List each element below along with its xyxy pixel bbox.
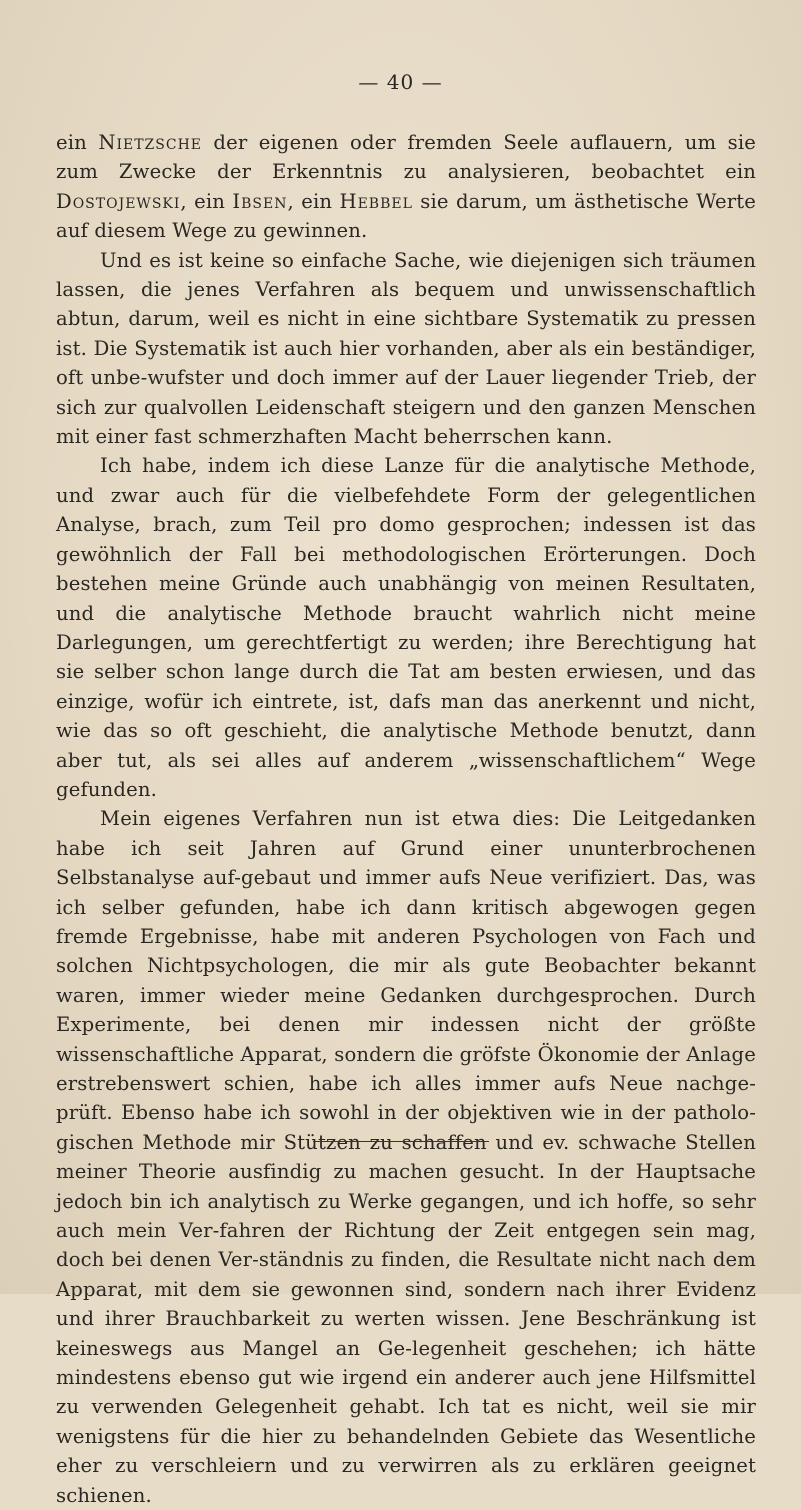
name-hebbel: Hebbel — [339, 189, 413, 213]
text-run: sie darum, um ästhetische Werte auf diesem Wege zu gewinnen. — [56, 189, 756, 243]
body-text — [56, 128, 756, 1510]
paragraph-3 — [56, 451, 756, 804]
text-run: der eigenen oder fremden Seele auflauern, um sie zum Zwecke der Erkenntnis zu analysieren, beobachtet ein — [56, 131, 757, 184]
page-number: — 40 — — [358, 70, 443, 94]
name-dostojewski: Dostojewski — [56, 189, 181, 213]
text-run: ein — [56, 131, 99, 154]
end-rule — [313, 1141, 489, 1142]
paragraph-2 — [56, 246, 756, 452]
text-run: , ein — [180, 189, 233, 213]
text-run: Mein eigenes Verfahren nun ist etwa dies: Die Leitgedanken habe ich seit Jahren auf Grund einer ununterbrochenen Selbstanalyse auf-gebaut und immer aufs Neue verifiziert. Das, was ich selber gefunden, habe ich dann kritisch abgewogen gegen fremde Ergebnisse, habe mit anderen Psychologen von Fach und solchen Nichtpsychologen, die mir als gute Beobachter bekannt waren, immer wieder meine Gedanken durchgesprochen. Durch Experimente, bei denen mir indessen nicht der größte wissenschaftliche Apparat, sondern die gröfste Ökonomie der Anlage erstrebenswert schien, habe ich alles immer aufs Neue nachge-prüft. Ebenso habe ich sowohl in der objektiven wie in der patholo-gischen Methode mir Stützen zu schaffen und ev. schwache Stellen meiner Theorie ausfindig zu machen gesucht. In der Hauptsache jedoch bin ich analytisch zu Werke gegangen, und ich hoffe, so sehr auch mein Ver-fahren der Richtung der Zeit entgegen sein mag, doch bei denen Ver-ständnis zu finden, die Resultate nicht nach dem Apparat, mit dem sie gewonnen sind, sondern nach ihrer Evidenz und ihrer Brauchbarkeit zu werten wissen. Jene Beschränkung ist keineswegs aus Mangel an Ge-legenheit geschehen; ich hätte mindestens ebenso gut wie irgend ein anderer auch jene Hilfsmittel zu verwenden Gelegenheit gehabt. Ich tat es nicht, weil sie mir wenigstens für die hier zu behandelnden Gebiete das Wesentliche eher zu verschleiern und zu verwirren als zu erklären geeignet schienen. — [56, 807, 756, 1507]
text-run: Ich habe, indem ich diese Lanze für die analytische Methode, und zwar auch für die vielbefehdete Form der gelegentlichen Analyse, brach, zum Teil pro domo gesprochen; indessen ist das gewöhnlich der Fall bei methodologischen Erörterungen. Doch bestehen meine Gründe auch unabhängig von meinen Resultaten, und die analytische Methode braucht wahrlich nicht meine Darlegungen, um gerechtfertigt zu werden; ihre Berechtigung hat sie selber schon lange durch die Tat am besten erwiesen, und das einzige, wofür ich eintrete, ist, dafs man das anerkennt und nicht, wie das so oft geschieht, die analytische Methode benutzt, dann aber tut, als sei alles auf anderem „wissenschaftlichem“ Wege gefunden. — [56, 454, 756, 801]
paragraph-1 — [56, 128, 756, 246]
name-ibsen: Ibsen — [232, 189, 288, 213]
text-run: , ein — [287, 189, 340, 213]
name-nietzsche: Nietzsche — [98, 131, 203, 154]
text-run: Und es ist keine so einfache Sache, wie diejenigen sich träumen lassen, die jenes Verfahren als bequem und unwissenschaftlich abtun, darum, weil es nicht in eine sichtbare Systematik zu pressen ist. Die Systematik ist auch hier vorhanden, aber als ein beständiger, oft unbe-wufster und doch immer auf der Lauer liegender Trieb, der sich zur qualvollen Leidenschaft steigern und den ganzen Menschen mit einer fast schmerzhaften Macht beherrschen kann. — [56, 248, 756, 449]
paragraph-4 — [56, 804, 756, 1510]
